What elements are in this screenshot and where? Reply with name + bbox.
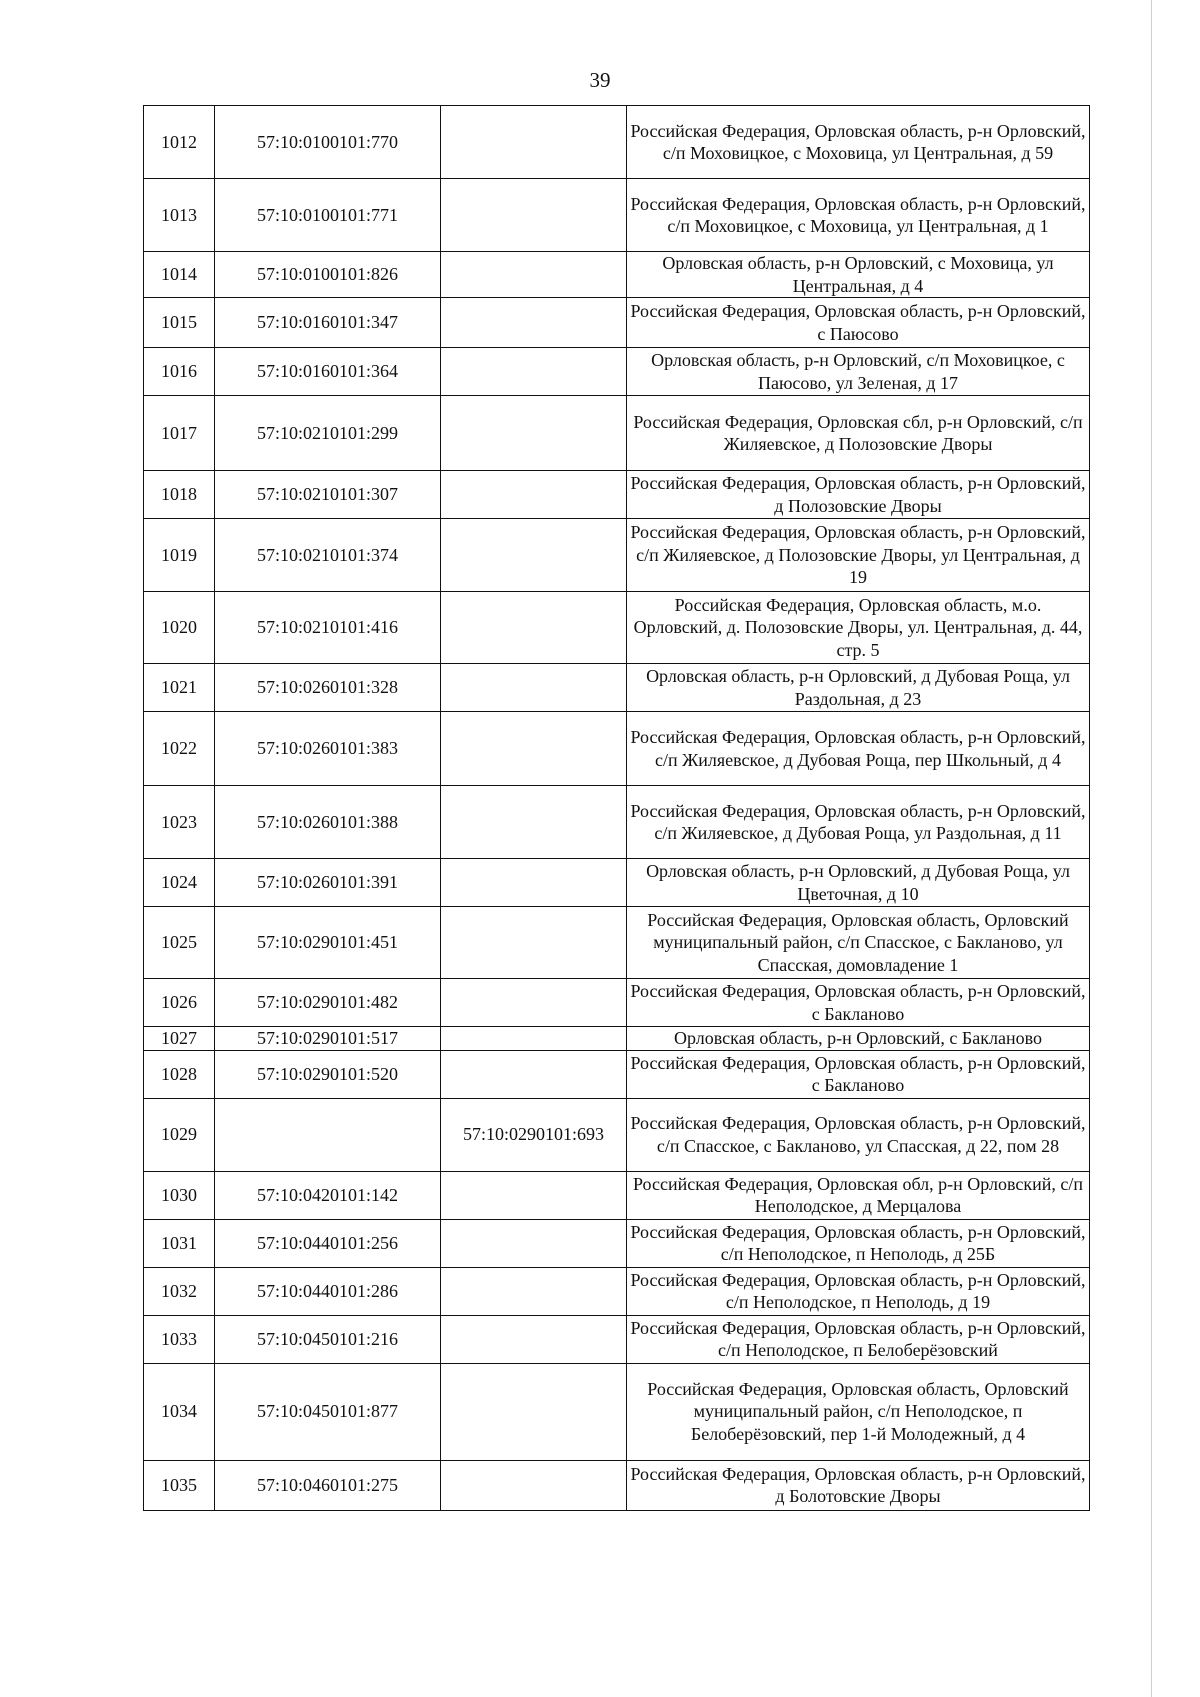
cadastral-number-cell: 57:10:0290101:451 bbox=[215, 907, 441, 979]
row-number-cell: 1014 bbox=[144, 252, 215, 298]
address-cell: Российская Федерация, Орловская область, р-н Орловский, с/п Жиляевское, д Дубовая Роща, ул Раздольная, д 11 bbox=[627, 786, 1090, 859]
row-number-cell: 1030 bbox=[144, 1171, 215, 1219]
table-row bbox=[144, 252, 1090, 298]
premise-cadastral-number-cell bbox=[441, 592, 627, 664]
premise-cadastral-number-cell bbox=[441, 106, 627, 179]
premise-cadastral-number-cell bbox=[441, 1171, 627, 1219]
cadastral-number-cell: 57:10:0100101:826 bbox=[215, 252, 441, 298]
premise-cadastral-number-cell bbox=[441, 712, 627, 786]
cadastral-number-cell: 57:10:0290101:482 bbox=[215, 979, 441, 1027]
premise-cadastral-number-cell bbox=[441, 252, 627, 298]
address-cell: Российская Федерация, Орловская область, р-н Орловский, с/п Неполодское, п Белоберёзовский bbox=[627, 1315, 1090, 1363]
table-row bbox=[144, 1050, 1090, 1098]
address-cell: Орловская область, р-н Орловский, с/п Моховицкое, с Паюсово, ул Зеленая, д 17 bbox=[627, 348, 1090, 396]
address-cell: Российская Федерация, Орловская обл, р-н Орловский, с/п Неполодское, д Мерцалова bbox=[627, 1171, 1090, 1219]
cadastral-number-cell: 57:10:0100101:771 bbox=[215, 179, 441, 252]
cadastral-number-cell: 57:10:0160101:364 bbox=[215, 348, 441, 396]
table-row bbox=[144, 1315, 1090, 1363]
table-row bbox=[144, 907, 1090, 979]
table-row bbox=[144, 396, 1090, 471]
row-number-cell: 1034 bbox=[144, 1363, 215, 1460]
table-row bbox=[144, 1219, 1090, 1267]
premise-cadastral-number-cell bbox=[441, 1027, 627, 1051]
table-row bbox=[144, 1267, 1090, 1315]
address-cell: Российская Федерация, Орловская область, р-н Орловский, с Паюсово bbox=[627, 298, 1090, 348]
table-row bbox=[144, 712, 1090, 786]
row-number-cell: 1032 bbox=[144, 1267, 215, 1315]
cadastral-number-cell: 57:10:0450101:216 bbox=[215, 1315, 441, 1363]
premise-cadastral-number-cell bbox=[441, 179, 627, 252]
row-number-cell: 1012 bbox=[144, 106, 215, 179]
cadastral-number-cell: 57:10:0260101:328 bbox=[215, 664, 441, 712]
address-cell: Российская Федерация, Орловская область, р-н Орловский, с/п Жиляевское, д Полозовские Дворы, ул Центральная, д 19 bbox=[627, 519, 1090, 592]
table-row bbox=[144, 664, 1090, 712]
row-number-cell: 1019 bbox=[144, 519, 215, 592]
address-cell: Российская Федерация, Орловская область, р-н Орловский, с/п Неполодское, п Неполодь, д 19 bbox=[627, 1267, 1090, 1315]
row-number-cell: 1017 bbox=[144, 396, 215, 471]
row-number-cell: 1029 bbox=[144, 1098, 215, 1171]
table-row bbox=[144, 348, 1090, 396]
address-cell: Российская Федерация, Орловская область, р-н Орловский, с/п Жиляевское, д Дубовая Роща, пер Школьный, д 4 bbox=[627, 712, 1090, 786]
cadastral-number-cell: 57:10:0210101:299 bbox=[215, 396, 441, 471]
row-number-cell: 1025 bbox=[144, 907, 215, 979]
premise-cadastral-number-cell bbox=[441, 979, 627, 1027]
table-row bbox=[144, 1027, 1090, 1051]
row-number-cell: 1031 bbox=[144, 1219, 215, 1267]
cadastral-number-cell: 57:10:0210101:416 bbox=[215, 592, 441, 664]
cadastral-number-cell: 57:10:0210101:374 bbox=[215, 519, 441, 592]
row-number-cell: 1024 bbox=[144, 859, 215, 907]
cadastral-number-cell: 57:10:0290101:520 bbox=[215, 1050, 441, 1098]
premise-cadastral-number-cell bbox=[441, 1460, 627, 1510]
premise-cadastral-number-cell bbox=[441, 907, 627, 979]
address-cell: Российская Федерация, Орловская область, р-н Орловский, с/п Моховицкое, с Моховица, ул Центральная, д 59 bbox=[627, 106, 1090, 179]
cadastral-number-cell: 57:10:0160101:347 bbox=[215, 298, 441, 348]
table-row bbox=[144, 298, 1090, 348]
cadastral-number-cell: 57:10:0210101:307 bbox=[215, 471, 441, 519]
address-cell: Орловская область, р-н Орловский, д Дубовая Роща, ул Цветочная, д 10 bbox=[627, 859, 1090, 907]
table-row bbox=[144, 592, 1090, 664]
row-number-cell: 1021 bbox=[144, 664, 215, 712]
row-number-cell: 1018 bbox=[144, 471, 215, 519]
cadastral-number-cell: 57:10:0290101:517 bbox=[215, 1027, 441, 1051]
table-row bbox=[144, 179, 1090, 252]
address-cell: Российская Федерация, Орловская область, р-н Орловский, с/п Спасское, с Бакланово, ул Спасская, д 22, пом 28 bbox=[627, 1098, 1090, 1171]
premise-cadastral-number-cell bbox=[441, 348, 627, 396]
table-row bbox=[144, 1171, 1090, 1219]
cadastral-number-cell: 57:10:0260101:388 bbox=[215, 786, 441, 859]
table-row bbox=[144, 519, 1090, 592]
row-number-cell: 1013 bbox=[144, 179, 215, 252]
cadastral-number-cell: 57:10:0440101:256 bbox=[215, 1219, 441, 1267]
premise-cadastral-number-cell bbox=[441, 396, 627, 471]
table-row bbox=[144, 1363, 1090, 1460]
page-number: 39 bbox=[589, 68, 611, 92]
row-number-cell: 1035 bbox=[144, 1460, 215, 1510]
cadastral-number-cell: 57:10:0440101:286 bbox=[215, 1267, 441, 1315]
cadastral-number-cell bbox=[215, 1098, 441, 1171]
premise-cadastral-number-cell bbox=[441, 519, 627, 592]
address-cell: Российская Федерация, Орловская область, р-н Орловский, д Полозовские Дворы bbox=[627, 471, 1090, 519]
address-cell: Российская Федерация, Орловская область, Орловский муниципальный район, с/п Неполодское, п Белоберёзовский, пер 1-й Молодежный, д 4 bbox=[627, 1363, 1090, 1460]
address-cell: Российская Федерация, Орловская область, р-н Орловский, с/п Неполодское, п Неполодь, д 25Б bbox=[627, 1219, 1090, 1267]
address-cell: Орловская область, р-н Орловский, с Бакланово bbox=[627, 1027, 1090, 1051]
table-row bbox=[144, 979, 1090, 1027]
address-cell: Российская Федерация, Орловская сбл, р-н Орловский, с/п Жиляевское, д Полозовские Дворы bbox=[627, 396, 1090, 471]
address-cell: Орловская область, р-н Орловский, с Моховица, ул Центральная, д 4 bbox=[627, 252, 1090, 298]
cadastral-number-cell: 57:10:0450101:877 bbox=[215, 1363, 441, 1460]
address-cell: Российская Федерация, Орловская область, р-н Орловский, с Бакланово bbox=[627, 979, 1090, 1027]
premise-cadastral-number-cell bbox=[441, 859, 627, 907]
address-cell: Российская Федерация, Орловская область, р-н Орловский, д Болотовские Дворы bbox=[627, 1460, 1090, 1510]
premise-cadastral-number-cell bbox=[441, 1267, 627, 1315]
table-row bbox=[144, 786, 1090, 859]
address-cell: Российская Федерация, Орловская область, р-н Орловский, с Бакланово bbox=[627, 1050, 1090, 1098]
address-cell: Российская Федерация, Орловская область, м.о. Орловский, д. Полозовские Дворы, ул. Центральная, д. 44, стр. 5 bbox=[627, 592, 1090, 664]
premise-cadastral-number-cell bbox=[441, 664, 627, 712]
premise-cadastral-number-cell bbox=[441, 1315, 627, 1363]
cadastral-number-cell: 57:10:0260101:391 bbox=[215, 859, 441, 907]
premise-cadastral-number-cell bbox=[441, 1219, 627, 1267]
row-number-cell: 1023 bbox=[144, 786, 215, 859]
registry-table-body bbox=[144, 106, 1090, 1511]
table-row bbox=[144, 106, 1090, 179]
premise-cadastral-number-cell bbox=[441, 786, 627, 859]
address-cell: Российская Федерация, Орловская область, р-н Орловский, с/п Моховицкое, с Моховица, ул Центральная, д 1 bbox=[627, 179, 1090, 252]
cadastral-number-cell: 57:10:0420101:142 bbox=[215, 1171, 441, 1219]
premise-cadastral-number-cell bbox=[441, 1363, 627, 1460]
address-cell: Орловская область, р-н Орловский, д Дубовая Роща, ул Раздольная, д 23 bbox=[627, 664, 1090, 712]
row-number-cell: 1016 bbox=[144, 348, 215, 396]
cadastral-number-cell: 57:10:0260101:383 bbox=[215, 712, 441, 786]
premise-cadastral-number-cell bbox=[441, 471, 627, 519]
premise-cadastral-number-cell: 57:10:0290101:693 bbox=[441, 1098, 627, 1171]
row-number-cell: 1022 bbox=[144, 712, 215, 786]
premise-cadastral-number-cell bbox=[441, 298, 627, 348]
cadastral-number-cell: 57:10:0100101:770 bbox=[215, 106, 441, 179]
registry-table bbox=[143, 105, 1090, 1511]
table-row bbox=[144, 859, 1090, 907]
row-number-cell: 1015 bbox=[144, 298, 215, 348]
row-number-cell: 1020 bbox=[144, 592, 215, 664]
table-row bbox=[144, 1098, 1090, 1171]
address-cell: Российская Федерация, Орловская область, Орловский муниципальный район, с/п Спасское, с Бакланово, ул Спасская, домовладение 1 bbox=[627, 907, 1090, 979]
table-row bbox=[144, 1460, 1090, 1510]
row-number-cell: 1027 bbox=[144, 1027, 215, 1051]
row-number-cell: 1033 bbox=[144, 1315, 215, 1363]
cadastral-number-cell: 57:10:0460101:275 bbox=[215, 1460, 441, 1510]
premise-cadastral-number-cell bbox=[441, 1050, 627, 1098]
row-number-cell: 1026 bbox=[144, 979, 215, 1027]
row-number-cell: 1028 bbox=[144, 1050, 215, 1098]
page-edge-rule bbox=[1151, 0, 1152, 1697]
table-row bbox=[144, 471, 1090, 519]
